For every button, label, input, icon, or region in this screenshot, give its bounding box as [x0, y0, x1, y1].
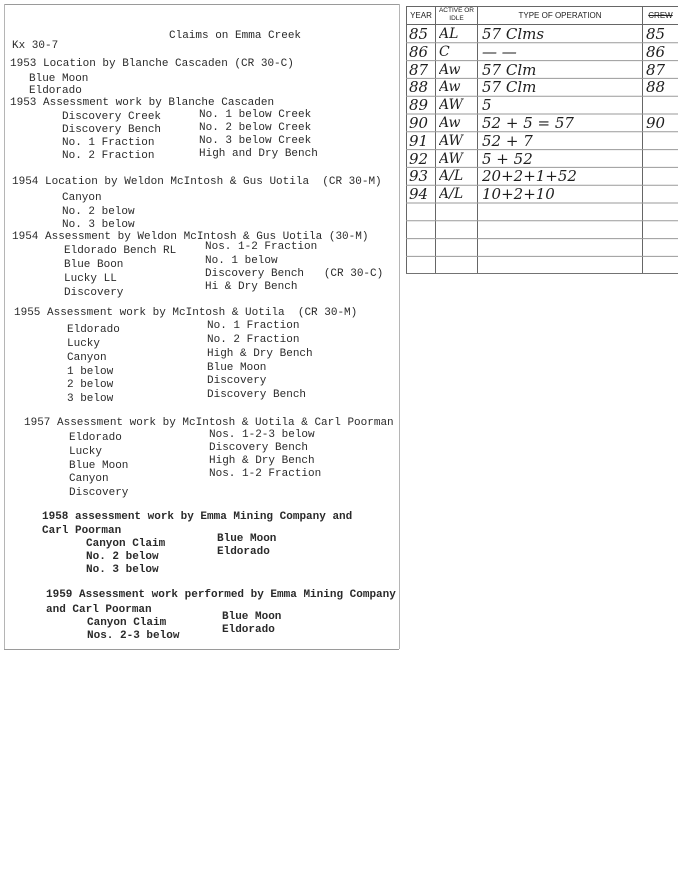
assessment-log-table	[406, 6, 678, 274]
claim-name: No. 1 below	[205, 255, 278, 267]
claim-name: Lucky	[69, 446, 103, 458]
claim-name: Discovery Bench	[62, 124, 162, 136]
claim-name: Blue Moon	[69, 460, 129, 472]
claim-name: Discovery	[64, 287, 124, 299]
claim-name: Discovery	[69, 487, 129, 499]
log-operation-cell: 57 Clm	[482, 61, 537, 78]
log-status-cell: C	[439, 43, 450, 60]
log-operation-cell: 57 Clms	[482, 26, 545, 42]
log-year-cell: 86	[409, 43, 429, 60]
log-crew-cell: 86	[646, 43, 666, 60]
status-column-header: ACTIVE OR IDLE	[438, 7, 475, 22]
log-year-cell: 92	[409, 150, 429, 167]
log-operation-cell: 5	[482, 97, 492, 114]
claim-name: No. 1 Fraction	[207, 320, 300, 332]
log-year-cell: 85	[409, 26, 429, 42]
log-operation-cell: — —	[482, 43, 517, 60]
card-title: Claims on Emma Creek	[169, 30, 302, 42]
claim-name: No. 2 Fraction	[207, 334, 300, 346]
claim-name: Eldorado	[69, 432, 122, 444]
log-status-cell: AW	[439, 150, 463, 167]
claim-name: Canyon Claim	[86, 538, 166, 550]
log-year-cell: 91	[409, 132, 429, 149]
log-status-cell: AL	[439, 26, 459, 42]
claim-name: Blue Moon	[222, 611, 282, 623]
claim-name: Blue Boon	[64, 259, 124, 271]
claim-name: Discovery Bench	[207, 389, 307, 401]
claim-name: High and Dry Bench	[199, 148, 318, 160]
section-heading: 1954 Assessment by Weldon McIntosh & Gus Uotila (30-M)	[12, 231, 369, 243]
crew-column-header: CREW	[648, 11, 673, 20]
claim-name: No. 2 Fraction	[62, 150, 155, 162]
claim-name: Canyon	[62, 192, 102, 204]
claim-name: No. 3 below Creek	[199, 135, 312, 147]
section-heading-continued: and Carl Poorman	[46, 604, 152, 616]
section-heading: 1957 Assessment work by McIntosh & Uotila & Carl Poorman	[24, 417, 394, 429]
log-crew-cell: 87	[646, 61, 666, 78]
log-status-cell: Aw	[439, 61, 461, 78]
card-border-top	[4, 4, 399, 5]
claim-name: Canyon	[67, 352, 107, 364]
log-operation-cell: 20+2+1+52	[482, 168, 577, 185]
log-status-cell: AW	[439, 97, 463, 114]
claim-name: No. 1 below Creek	[199, 109, 312, 121]
claim-name: No. 2 below	[86, 551, 159, 563]
claim-name: No. 3 below	[62, 219, 135, 231]
section-heading: 1955 Assessment work by McIntosh & Uotila (CR 30-M)	[14, 307, 358, 319]
claim-name: 2 below	[67, 379, 114, 391]
section-heading: 1958 assessment work by Emma Mining Company and	[42, 511, 353, 523]
section-heading-continued: Carl Poorman	[42, 525, 122, 537]
section-heading: 1959 Assessment work performed by Emma Mining Company	[46, 589, 396, 601]
log-operation-cell: 52 + 5 = 57	[482, 115, 574, 131]
log-operation-cell: 5 + 52	[482, 150, 533, 167]
log-year-cell: 90	[409, 115, 429, 131]
section-heading: 1953 Location by Blanche Cascaden (CR 30-C)	[10, 58, 294, 70]
file-id: Kx 30-7	[12, 40, 59, 52]
claim-name: Nos. 2-3 below	[87, 630, 180, 642]
log-operation-cell: 10+2+10	[482, 186, 555, 203]
claim-name: Discovery	[207, 375, 267, 387]
log-status-cell: Aw	[439, 79, 461, 96]
section-heading: 1954 Location by Weldon McIntosh & Gus Uotila (CR 30-M)	[12, 176, 382, 188]
operation-column-header: TYPE OF OPERATION	[518, 11, 602, 20]
log-status-cell: Aw	[439, 115, 461, 131]
claim-name: Eldorado	[67, 324, 120, 336]
claim-name: No. 2 below Creek	[199, 122, 312, 134]
claim-name: Nos. 1-2 Fraction	[205, 241, 318, 253]
claim-name: Nos. 1-2-3 below	[209, 429, 315, 441]
claim-name: Discovery Creek	[62, 111, 162, 123]
claim-name: Canyon Claim	[87, 617, 167, 629]
claim-name: Lucky	[67, 338, 101, 350]
card-border-bottom	[4, 649, 399, 650]
log-status-cell: AW	[439, 132, 463, 149]
claim-name: Discovery Bench	[209, 442, 309, 454]
claim-name: No. 1 Fraction	[62, 137, 155, 149]
claim-name: No. 2 below	[62, 206, 135, 218]
year-column-header: YEAR	[410, 11, 432, 20]
claim-name: Blue Moon	[29, 73, 89, 85]
claim-name: Discovery Bench (CR 30-C)	[205, 268, 384, 280]
log-crew-cell: 85	[646, 26, 666, 42]
log-year-cell: 94	[409, 186, 429, 203]
log-year-cell: 87	[409, 61, 429, 78]
claim-name: 1 below	[67, 366, 114, 378]
section-heading: 1953 Assessment work by Blanche Cascaden	[10, 97, 275, 109]
claim-name: High & Dry Bench	[209, 455, 315, 467]
log-crew-cell: 90	[646, 115, 666, 131]
log-crew-cell: 88	[646, 79, 666, 96]
log-year-cell: 89	[409, 97, 429, 114]
log-status-cell: A/L	[439, 168, 464, 185]
log-operation-cell: 52 + 7	[482, 132, 533, 149]
claim-name: High & Dry Bench	[207, 348, 313, 360]
claim-name: Nos. 1-2 Fraction	[209, 468, 322, 480]
claim-name: Lucky LL	[64, 273, 117, 285]
claim-name: Eldorado	[222, 624, 275, 636]
card-border-right	[399, 4, 400, 649]
claim-name: Eldorado	[29, 85, 82, 97]
card-border-left	[4, 4, 5, 649]
claim-name: 3 below	[67, 393, 114, 405]
log-year-cell: 88	[409, 79, 429, 96]
log-status-cell: A/L	[439, 186, 464, 203]
claim-name: No. 3 below	[86, 564, 159, 576]
claim-name: Canyon	[69, 473, 109, 485]
log-year-cell: 93	[409, 168, 429, 185]
claim-name: Eldorado	[217, 546, 270, 558]
claim-name: Eldorado Bench RL	[64, 245, 177, 257]
claim-name: Hi & Dry Bench	[205, 281, 298, 293]
claim-name: Blue Moon	[207, 362, 267, 374]
log-operation-cell: 57 Clm	[482, 79, 537, 96]
claim-name: Blue Moon	[217, 533, 277, 545]
